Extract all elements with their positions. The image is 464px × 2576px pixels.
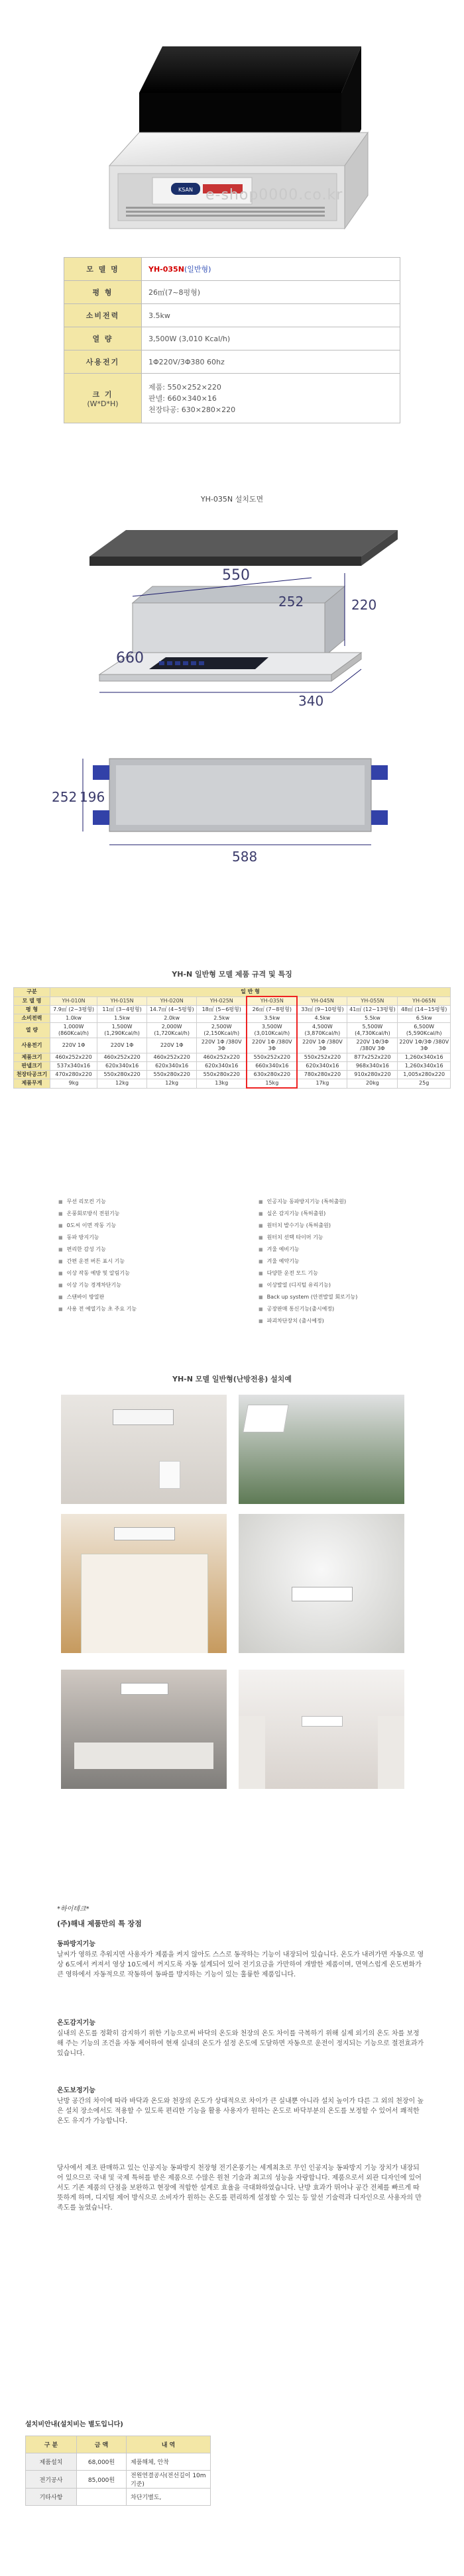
install-title: YH-N 모델 일반형(난방전용) 설치예 — [172, 1375, 292, 1383]
cmp-cell: 460x252x220 — [97, 1053, 147, 1062]
feature-item: ■ 이상 작동 예방 및 알림기능 — [58, 1267, 137, 1279]
feature-item: ■ 이상발열 (디지털 유리기능) — [259, 1279, 357, 1291]
size-label-unit: (W*D*H) — [87, 399, 119, 408]
install-photo-1 — [61, 1395, 227, 1504]
cost-price: 85,000원 — [77, 2471, 127, 2489]
spec-table — [64, 257, 400, 423]
cmp-cell: 11㎡ (3~4평형) — [97, 1006, 147, 1014]
cmp-cell: 12kg — [147, 1079, 197, 1089]
hero-product-image — [0, 0, 464, 245]
spec-row-heat — [64, 327, 400, 350]
feature-item: ■ 원터치 발수기능 (특허출원) — [259, 1220, 357, 1232]
cmp-cell: YH-025N — [197, 996, 247, 1006]
cmp-cell: YH-045N — [297, 996, 347, 1006]
model-name: YH-035N — [148, 265, 184, 274]
feature-item: ■ 0도씨 이면 작동 기능 — [58, 1220, 137, 1232]
feature-item: ■ 온풍회로방식 전원기능 — [58, 1208, 137, 1220]
spec-row-electric — [64, 350, 400, 374]
cmp-head-label: 구분 — [14, 988, 50, 997]
cmp-row — [14, 996, 451, 1006]
spec-value: 26㎡(7~8평형) — [142, 281, 400, 304]
cmp-cell: 220V 1Φ — [147, 1038, 197, 1053]
feature-item: ■ Back up system (안전발열 회로기능) — [259, 1291, 357, 1303]
feature-item: ■ 파괴차단장치 (출시예정) — [259, 1315, 357, 1327]
cmp-cell: YH-055N — [347, 996, 398, 1006]
panel-logo: KSAN — [178, 187, 193, 193]
install-photo-2 — [239, 1395, 404, 1504]
cmp-row-label: 판넬크기 — [14, 1062, 50, 1071]
size-label: 크 기 — [92, 390, 113, 399]
drawing-title: YH-035N 설치도면 — [200, 495, 264, 504]
cmp-cell: 1,260x340x16 — [398, 1062, 451, 1071]
spec-row-area — [64, 281, 400, 304]
install-cost-row — [26, 2471, 211, 2489]
cmp-cell: 41㎡ (12~13평형) — [347, 1006, 398, 1014]
cmp-cell: 460x252x220 — [50, 1053, 97, 1062]
cmp-cell: YH-010N — [50, 996, 97, 1006]
size-product: 제품: 550×252×220 — [148, 382, 221, 392]
cmp-cell: 550x280x220 — [197, 1071, 247, 1079]
cmp-cell: 220V 1Φ /380V 3Φ — [247, 1038, 297, 1053]
feature-item: ■ 겨울 예비기능 — [259, 1244, 357, 1256]
cost-head-price: 금 액 — [77, 2436, 127, 2453]
feature-item: ■ 인공지능 동파방지기능 (특허출원) — [259, 1196, 357, 1208]
spec-label: 소비전력 — [64, 304, 142, 327]
dim-660: 660 — [116, 650, 144, 667]
cmp-cell: 620x340x16 — [197, 1062, 247, 1071]
spec-row-model — [64, 258, 400, 281]
cmp-row-label: 소비전력 — [14, 1014, 50, 1023]
cmp-cell: 5.5kw — [347, 1014, 398, 1023]
feature-item: ■ 겨울 예약기능 — [259, 1256, 357, 1267]
size-panel: 판넬: 660×340×16 — [148, 394, 217, 403]
cmp-cell: 220V 1Φ /380V 3Φ — [197, 1038, 247, 1053]
cmp-cell: 13kg — [197, 1079, 247, 1089]
cmp-cell: 6.5kw — [398, 1014, 451, 1023]
feature-item: ■ 공장판매 통신기능(출시예정) — [259, 1303, 357, 1315]
cmp-cell: 1,005x280x220 — [398, 1071, 451, 1079]
cmp-cell: 1,000W (860Kcal/h) — [50, 1023, 97, 1038]
cmp-cell: 620x340x16 — [297, 1062, 347, 1071]
cmp-cell: 550x280x220 — [97, 1071, 147, 1079]
feature-item: ■ 무선 리모컨 기능 — [58, 1196, 137, 1208]
cmp-row-label: 천장타공크기 — [14, 1071, 50, 1079]
spec-label: 사용전기 — [64, 350, 142, 374]
cmp-cell: 220V 1Φ — [97, 1038, 147, 1053]
install-cost-title: 설치비안내(설치비는 별도입니다) — [25, 2421, 123, 2428]
s4-text: 당사에서 제조 판매하고 있는 인공지능 동파방지 천장형 전기온풍기는 세계최초로 무인 인공지능 동파방지 기능 장치가 내장되어 있으므로 국내 및 국제 특허를 받은 제품으로 수많은 원천 기술과 최고의 성능을 자랑합니다. 제품으로서 외관 디자인에 있어서도 기존 제품의 단점을 보완하고 현장에 적합한 설계로 효율을 극대화하였습니다. 난방 효과가 뛰어나 공간 전체를 빠르게 따뜻하게 하며, 디지털 제어 방식으로 소비자가 원하는 온도를 편리하게 설정할 수 있는 등 앞선 기술력과 디자인으로 사용자의 만족도를 높였습니다. — [57, 2165, 422, 2212]
cmp-cell: YH-015N — [97, 996, 147, 1006]
cmp-cell: 4.5kw — [297, 1014, 347, 1023]
cmp-cell: YH-020N — [147, 996, 197, 1006]
section-lead: (주)해내 제품만의 특 장점 — [57, 1919, 142, 1928]
cmp-cell: 780x280x220 — [297, 1071, 347, 1079]
cmp-cell: 15kg — [247, 1079, 297, 1089]
cmp-cell: 17kg — [297, 1079, 347, 1089]
cmp-cell: 3.5kw — [247, 1014, 297, 1023]
cmp-cell: 630x280x220 — [247, 1071, 297, 1079]
spec-row-size — [64, 374, 400, 423]
install-photo-6 — [239, 1670, 404, 1789]
cmp-row-label: 제품크기 — [14, 1053, 50, 1062]
feature-item: ■ 사용 전 예열기능 초 주요 기능 — [58, 1303, 137, 1315]
cost-name: 전기공사 — [26, 2471, 77, 2489]
cmp-cell: 2,000W (1,720Kcal/h) — [147, 1023, 197, 1038]
dim-340: 340 — [298, 693, 324, 709]
cmp-cell: 7.9㎡ (2~3평형) — [50, 1006, 97, 1014]
spec-label: 모 델 명 — [64, 258, 142, 281]
install-cost-row — [26, 2489, 211, 2506]
cmp-cell: 1.5kw — [97, 1014, 147, 1023]
cmp-cell: 220V 1Φ/3Φ /380V 3Φ — [398, 1038, 451, 1053]
cost-head-name: 구 분 — [26, 2436, 77, 2453]
ceiling-heater-illustration — [0, 0, 464, 245]
cmp-cell: 470x280x220 — [50, 1071, 97, 1079]
section-heading: *하이테크* — [57, 1905, 89, 1913]
install-photo-5 — [61, 1670, 227, 1789]
cost-price — [77, 2489, 127, 2506]
cmp-cell: 33㎡ (9~10평형) — [297, 1006, 347, 1014]
cmp-cell: 550x252x220 — [297, 1053, 347, 1062]
cmp-row-label: 사용전기 — [14, 1038, 50, 1053]
cmp-cell: 220V 1Φ — [50, 1038, 97, 1053]
spec-value — [142, 258, 400, 281]
dim-252: 252 — [278, 594, 304, 610]
cmp-row-label: 열 량 — [14, 1023, 50, 1038]
cmp-cell: 877x252x220 — [347, 1053, 398, 1062]
s1-text: 날씨가 영하로 추워지면 사용자가 제품을 켜지 않아도 스스로 동작하는 기능이 내장되어 있습니다. 온도가 내려가면 자동으로 영상 6도에서 켜져서 영상 10도에서 꺼지도록 자동 설계되어 있어 전기요금을 가만하여 개발한 제품이며, 면역스럽게 온도변화가 큰 영하에서 자동적으로 작동하여 동파를 방지하는 기능이 있는 훌륭한 제품입니다. — [57, 1951, 424, 1978]
cmp-cell: YH-065N — [398, 996, 451, 1006]
dim-252b: 252 — [52, 789, 78, 805]
cmp-cell: 460x252x220 — [147, 1053, 197, 1062]
cmp-cell: 3,500W (3,010Kcal/h) — [247, 1023, 297, 1038]
cmp-cell: 6,500W (5,590Kcal/h) — [398, 1023, 451, 1038]
cmp-cell: 660x340x16 — [247, 1062, 297, 1071]
cmp-cell: 4,500W (3,870Kcal/h) — [297, 1023, 347, 1038]
install-drawing — [0, 504, 464, 875]
cmp-cell: 1.0kw — [50, 1014, 97, 1023]
install-cost-row — [26, 2453, 211, 2471]
feature-item: ■ 원터치 선택 타이머 기능 — [259, 1232, 357, 1244]
cmp-cell: 220V 1Φ /380V 3Φ — [297, 1038, 347, 1053]
spec-label: 평 형 — [64, 281, 142, 304]
dim-220: 220 — [351, 597, 377, 613]
cmp-head-group: 일 반 형 — [50, 988, 451, 997]
cmp-cell: 2,500W (2,150Kcal/h) — [197, 1023, 247, 1038]
cmp-row — [14, 1062, 451, 1071]
spec-value: 1Φ220V/3Φ380 60hz — [142, 350, 400, 374]
install-photo-4 — [239, 1514, 404, 1653]
s1-title: 동파방지기능 — [57, 1941, 95, 1948]
watermark: e-shop0000.co.kr — [205, 187, 343, 203]
s2-title: 온도감지기능 — [57, 2019, 95, 2027]
cost-price: 68,000원 — [77, 2453, 127, 2471]
spec-label: 열 량 — [64, 327, 142, 350]
cmp-cell: 1,500W (1,290Kcal/h) — [97, 1023, 147, 1038]
size-ceiling: 천장타공: 630×280×220 — [148, 405, 236, 414]
cmp-cell: 12kg — [97, 1079, 147, 1089]
cmp-row — [14, 1053, 451, 1062]
cost-desc: 제품해체, 안착 — [127, 2453, 211, 2471]
feature-item: ■ 실온 감지기능 (특허출원) — [259, 1208, 357, 1220]
cost-name: 제품설치 — [26, 2453, 77, 2471]
cmp-row — [14, 1071, 451, 1079]
cost-desc: 전원연결공사(전선길이 10m 기준) — [127, 2471, 211, 2489]
cmp-cell: 25g — [398, 1079, 451, 1089]
cmp-cell: 1,260x340x16 — [398, 1053, 451, 1062]
s2-text: 실내의 온도를 정확히 감지하기 위한 기능으로써 바닥의 온도와 천장의 온도 차이를 극복하기 위해 실제 외기의 온도 차를 보정해 주는 기능의 조건을 자동 제어하여 현재 실내의 온도가 설정 온도에 도달하면 자동으로 운전이 정지되는 기능으로 절전효과가 있습니다. — [57, 2030, 424, 2057]
cmp-cell: 5,500W (4,730Kcal/h) — [347, 1023, 398, 1038]
cmp-cell: 2.5kw — [197, 1014, 247, 1023]
comparison-title: YH-N 일반형 모델 제품 규격 및 특징 — [172, 970, 292, 979]
cmp-cell: 220V 1Φ/3Φ /380V 3Φ — [347, 1038, 398, 1053]
dim-550: 550 — [222, 567, 250, 584]
cmp-row — [14, 1014, 451, 1023]
spec-value — [142, 374, 400, 423]
cmp-cell: 20kg — [347, 1079, 398, 1089]
s3-title: 온도보정기능 — [57, 2087, 95, 2094]
cmp-cell: 48㎡ (14~15평형) — [398, 1006, 451, 1014]
cmp-row — [14, 1079, 451, 1089]
cmp-row — [14, 1006, 451, 1014]
install-photo-3 — [61, 1514, 227, 1653]
cmp-cell: 26㎡ (7~8평형) — [247, 1006, 297, 1014]
dim-588: 588 — [232, 849, 258, 865]
features-left — [58, 1196, 137, 1315]
cmp-row-label: 제품무게 — [14, 1079, 50, 1089]
cost-desc: 차단기별도, — [127, 2489, 211, 2506]
cmp-cell: 620x340x16 — [97, 1062, 147, 1071]
cmp-cell: 620x340x16 — [147, 1062, 197, 1071]
cmp-cell: 9kg — [50, 1079, 97, 1089]
feature-item: ■ 스탠바이 방열판 — [58, 1291, 137, 1303]
feature-item: ■ 간편 운전 버튼 표시 기능 — [58, 1256, 137, 1267]
cmp-cell: 910x280x220 — [347, 1071, 398, 1079]
model-note: (일반형) — [184, 265, 211, 274]
cmp-row-label: 모 델 명 — [14, 996, 50, 1006]
cmp-cell: 14.7㎡ (4~5평형) — [147, 1006, 197, 1014]
cmp-cell: 550x252x220 — [247, 1053, 297, 1062]
spec-value: 3,500W (3,010 Kcal/h) — [142, 327, 400, 350]
cmp-cell: 550x280x220 — [147, 1071, 197, 1079]
feature-item: ■ 이상 기능 경계차단기능 — [58, 1279, 137, 1291]
cmp-row-label: 평 형 — [14, 1006, 50, 1014]
cmp-head-row — [14, 988, 451, 997]
feature-item: ■ 동파 방지기능 — [58, 1232, 137, 1244]
spec-value: 3.5kw — [142, 304, 400, 327]
feature-item: ■ 다양한 운전 모드 기능 — [259, 1267, 357, 1279]
cmp-cell: 18㎡ (5~6평형) — [197, 1006, 247, 1014]
spec-row-power — [64, 304, 400, 327]
cmp-cell: 460x252x220 — [197, 1053, 247, 1062]
dim-196: 196 — [80, 789, 105, 805]
cmp-cell: 968x340x16 — [347, 1062, 398, 1071]
install-cost-head — [26, 2436, 211, 2453]
install-cost-table — [25, 2436, 211, 2506]
cmp-cell: 2.0kw — [147, 1014, 197, 1023]
cmp-row — [14, 1038, 451, 1053]
comparison-table — [13, 987, 451, 1089]
cost-head-desc: 내 역 — [127, 2436, 211, 2453]
cost-name: 기타사항 — [26, 2489, 77, 2506]
spec-label — [64, 374, 142, 423]
feature-item: ■ 편리한 감성 기능 — [58, 1244, 137, 1256]
cmp-cell: 537x340x16 — [50, 1062, 97, 1071]
s3-text: 난방 공간의 차이에 따라 바닥과 온도와 천장의 온도가 상대적으로 차이가 큰 실내뿐 아니라 설치 높이가 다른 그 외의 천장이 높은 설치 장소에서도 적용할 수 있도록 편리한 기능을 활용 사용자가 원하는 온도로 바닥부분의 온도를 보정할 수 있어서 쾌적한 온도 유지가 가능합니다. — [57, 2098, 424, 2125]
cmp-row — [14, 1023, 451, 1038]
cmp-cell: YH-035N — [247, 996, 297, 1006]
features-right — [259, 1196, 357, 1327]
